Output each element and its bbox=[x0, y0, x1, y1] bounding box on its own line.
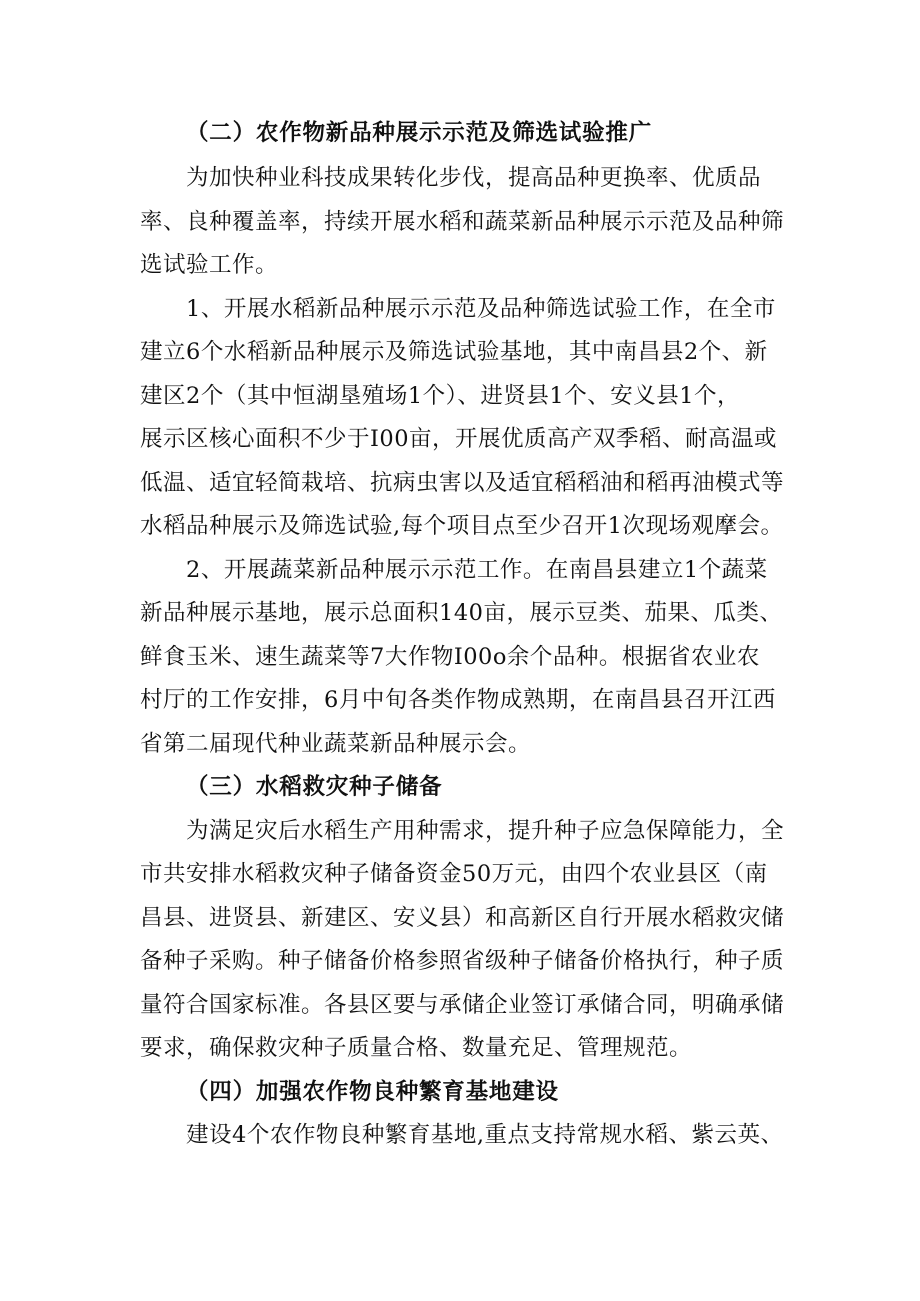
paragraph-line: 建设4个农作物良种繁育基地,重点支持常规水稻、紫云英、 bbox=[186, 1122, 784, 1148]
paragraph-line: 建区2个（其中恒湖垦殖场1个）、进贤县1个、安义县1个， bbox=[140, 383, 741, 409]
paragraph-line: 选试验工作。 bbox=[140, 252, 279, 278]
paragraph-line: 昌县、进贤县、新建区、安义县）和高新区自行开展水稻救灾储 bbox=[140, 905, 785, 931]
paragraph-line: 为加快种业科技成果转化步伐，提高品种更换率、优质品 bbox=[186, 165, 762, 191]
paragraph-line: 量符合国家标准。各县区要与承储企业签订承储合同，明确承储 bbox=[140, 992, 785, 1018]
paragraph-line: 建立6个水稻新品种展示及筛选试验基地，其中南昌县2个、新 bbox=[140, 339, 768, 365]
paragraph-line: 为满足灾后水稻生产用种需求，提升种子应急保障能力，全 bbox=[186, 818, 785, 844]
paragraph-line: 1、开展水稻新品种展示示范及品种筛选试验工作，在全市 bbox=[186, 296, 776, 322]
paragraph-line: 展示区核心面积不少于I00亩，开展优质高产双季稻、耐高温或 bbox=[140, 426, 778, 452]
paragraph-line: 低温、适宜轻简栽培、抗病虫害以及适宜稻稻油和稻再油模式等 bbox=[140, 470, 785, 496]
paragraph-line: 率、良种覆盖率，持续开展水稻和蔬菜新品种展示示范及品种筛 bbox=[140, 209, 785, 235]
paragraph-line: 村厅的工作安排，6月中旬各类作物成熟期，在南昌县召开江西 bbox=[140, 687, 776, 713]
paragraph-line: 鲜食玉米、速生蔬菜等7大作物I00o余个品种。根据省农业农 bbox=[140, 644, 760, 670]
section-heading: （四）加强农作物良种繁育基地建设 bbox=[186, 1079, 559, 1105]
paragraph-line: 要求，确保救灾种子质量合格、数量充足、管理规范。 bbox=[140, 1035, 693, 1061]
paragraph-line: 水稻品种展示及筛选试验,每个项目点至少召开1次现场观摩会。 bbox=[140, 513, 784, 539]
paragraph-line: 备种子采购。种子储备价格参照省级种子储备价格执行，种子质 bbox=[140, 948, 785, 974]
section-heading: （二）农作物新品种展示示范及筛选试验推广 bbox=[186, 120, 653, 146]
section-heading: （三）水稻救灾种子储备 bbox=[186, 774, 443, 800]
paragraph-line: 2、开展蔬菜新品种展示示范工作。在南昌县建立1个蔬菜 bbox=[186, 557, 768, 583]
paragraph-line: 新品种展示基地，展示总面积140亩，展示豆类、茄果、瓜类、 bbox=[140, 600, 783, 626]
paragraph-line: 市共安排水稻救灾种子储备资金50万元，由四个农业县区（南 bbox=[140, 861, 768, 887]
paragraph-line: 省第二届现代种业蔬菜新品种展示会。 bbox=[140, 731, 532, 757]
